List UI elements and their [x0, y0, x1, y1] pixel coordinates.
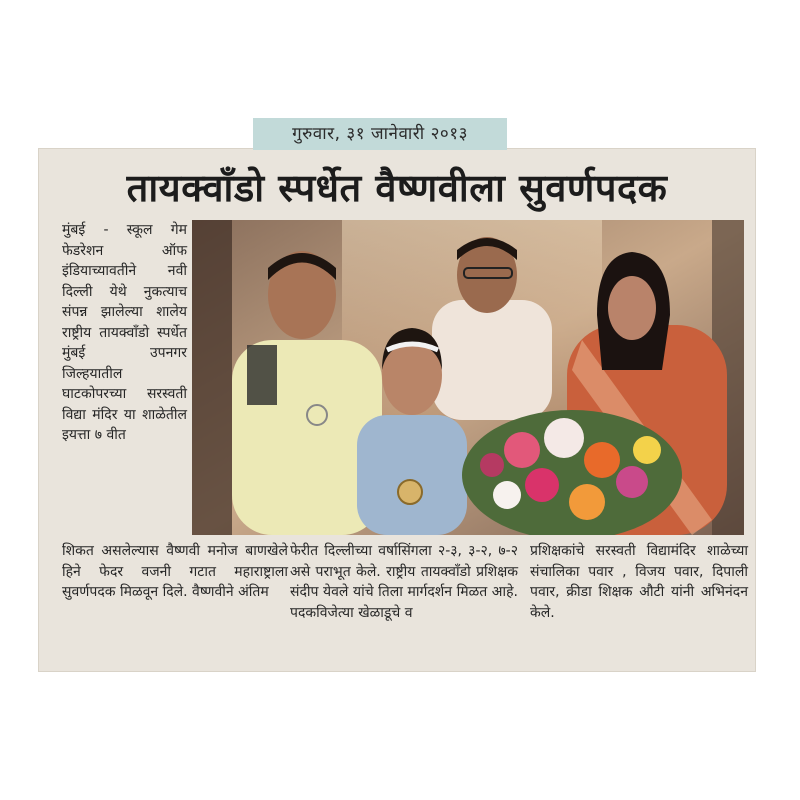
- article-text-right: प्रशिक्षकांचे सरस्वती विद्यामंदिर शाळेच्या संचालिका पवार , विजय पवार, दिपाली पवार, क्रीडा शिक्षक औटी यांनी अभिनंदन केले.: [530, 543, 748, 621]
- article-column-left-bottom: [62, 541, 288, 603]
- article-column-middle: [290, 541, 518, 623]
- news-photo-image: [192, 220, 744, 535]
- article-column-left: [62, 220, 187, 446]
- news-photo: [192, 220, 744, 535]
- article-column-right: [530, 541, 748, 623]
- article-text-left-bottom: शिकत असलेल्यास वैष्णवी मनोज बाणखेले हिने फेदर वजनी गटात महाराष्ट्राला सुवर्णपदक मिळवून दिले. वैष्णवीने अंतिम: [62, 543, 288, 600]
- article-text-middle: फेरीत दिल्लीच्या वर्षासिंगला २-३, ३-२, ७-२ असे पराभूत केले. राष्ट्रीय तायक्वाँडो प्रशिक्षक संदीप येवले यांचे तिला मार्गदर्शन मिळत आहे. पदकविजेत्या खेळाडूचे व: [290, 543, 518, 621]
- headline: तायक्वाँडो स्पर्धेत वैष्णवीला सुवर्णपदक: [126, 166, 668, 210]
- dateline: गुरुवार, ३१ जानेवारी २०१३: [253, 118, 507, 150]
- article-text-left-top: मुंबई - स्कूल गेम फेडरेशन ऑफ इंडियाच्यावतीने नवी दिल्ली येथे नुकत्याच संपन्न झालेल्या शालेय राष्ट्रीय तायक्वाँडो स्पर्धेत मुंबई उपनगर जिल्हयातील घाटकोपरच्या सरस्वती विद्या मंदिर या शाळेतील इयत्ता ७ वीत: [62, 222, 187, 443]
